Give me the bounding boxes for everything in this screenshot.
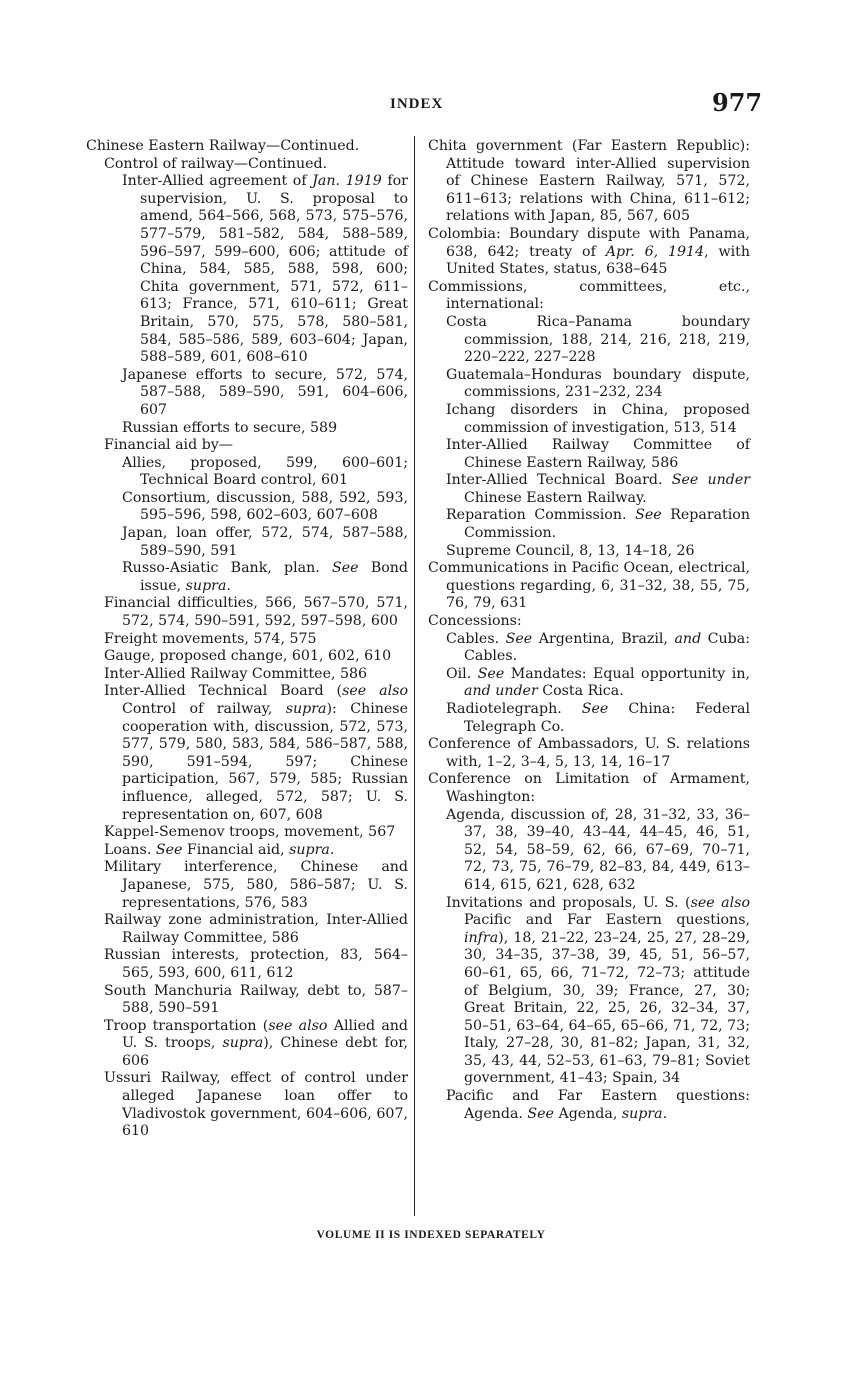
index-entry [86,648,408,666]
entry-text: Oil. [446,665,478,682]
entry-text: Bond issue, [140,560,409,594]
index-entry [428,314,750,367]
entry-text: Japan, loan offer, 572, 574, 587–588, 589–590, 591 [122,525,408,559]
index-entry [86,490,408,525]
index-entry [86,947,408,982]
entry-text: Chita government (Far Eastern Republic): Attitude toward inter-Allied supervision of Chinese Eastern Railway, 571, 572, 611–613; relations with China, 611–612; relations with Japan, 85, 567, 605 [428,138,750,225]
index-entry [428,226,750,279]
entry-italic-text: See under [671,472,750,489]
entry-text: Inter-Allied Railway Committee, 586 [104,665,368,682]
entry-text: Loans. [104,841,156,858]
index-entry [86,912,408,947]
index-entry [86,367,408,420]
entry-text: Gauge, proposed change, 601, 602, 610 [104,648,392,665]
right-column [428,138,750,1123]
index-entry [428,367,750,402]
entry-text: Colombia: Boundary dispute with Panama, 638, 642; treaty of [428,225,750,260]
index-entry [428,736,750,771]
index-entry [428,402,750,437]
entry-italic-text: See [155,841,183,858]
index-entry [428,1088,750,1123]
entry-italic-text: Apr. 6, 1914 [605,243,705,260]
entry-text: Supreme Council, 8, 13, 14–18, 26 [446,542,695,559]
left-column [86,138,408,1141]
entry-text: Consortium, discussion, 588, 592, 593, 595–596, 598, 602–603, 607–608 [122,489,408,524]
index-entry [86,595,408,630]
entry-text: Conference of Ambassadors, U. S. relations with, 1–2, 3–4, 5, 13, 14, 16–17 [428,736,750,770]
entry-text: Control of railway—Continued. [104,155,328,172]
entry-text: Reparation Commission. [446,507,636,524]
index-entry [428,895,750,1089]
entry-italic-text: see also [342,683,409,700]
entry-italic-text: and under [464,683,538,700]
entry-text: Costa Rica. [537,683,624,700]
entry-italic-text: supra. [185,577,231,594]
entry-text: for supervision, U. S. proposal to amend, 564–566, 568, 573, 575–576, 577–579, 581–582, 584, 588–589, 596–597, 599–600, 606; attitude of China, 584, 585, 588, 598, 600; Chita government, 571, 572, 611–613; France, 571, 610–611; Great Britain, 570, 575, 578, 580–581, 584, 585–586, 589, 603–604; Japan, 588–589, 601, 608–610 [140,173,408,366]
entry-text: Allied and U. S. troops, [122,1017,408,1052]
entry-text: ): Chinese cooperation with, discussion, 572, 573, 577, 579, 580, 583, 584, 586–587, 588, 590, 591–594, 597; Chinese participation, 567, 579, 585; Russian influence, alleged, 572, 587; U. S. representation on, 607, 608 [122,701,408,823]
entry-italic-text: supra. [289,841,335,858]
entry-text: Invitations and proposals, U. S. ( [446,894,691,911]
entry-text: Freight movements, 574, 575 [104,630,317,647]
index-entry [428,666,750,701]
entry-text: Japanese efforts to secure, 572, 574, 587–588, 589–590, 591, 604–606, 607 [122,366,408,418]
entry-text: Pacific and Far Eastern questions: Agenda. [446,1088,750,1122]
index-entry [428,279,750,314]
entry-text: Commissions, committees, etc., international: [428,278,750,313]
entry-text: Inter-Allied Railway Committee of Chinese Eastern Railway, 586 [446,437,750,471]
entry-text: Russian efforts to secure, 589 [122,419,338,436]
entry-text: Allies, proposed, 599, 600–601; Technical Board control, 601 [122,454,408,489]
entry-text: Russian interests, protection, 83, 564–565, 593, 600, 611, 612 [104,947,408,981]
entry-text: Chinese Eastern Railway. [464,489,647,506]
entry-italic-text: See [332,560,359,577]
index-entry [428,472,750,507]
entry-text: China: Federal Telegraph Co. [464,701,750,735]
page-number: 977 [712,88,763,117]
index-entry [428,613,750,631]
entry-italic-text: See [527,1105,554,1122]
entry-italic-text: and [674,630,702,647]
index-entry [86,138,408,156]
footer-note: VOLUME II IS INDEXED SEPARATELY [316,1229,546,1241]
entry-italic-text: supra [222,1035,264,1052]
index-entry [428,771,750,806]
entry-italic-text: infra [464,929,499,946]
index-entry [428,631,750,666]
entry-italic-text: See [581,701,609,717]
index-entry [86,666,408,684]
index-entry [428,437,750,472]
entry-italic-text: see also [690,894,750,911]
entry-text: Ichang disorders in China, proposed commission of investigation, 513, 514 [446,401,750,436]
entry-text: Financial difficulties, 566, 567–570, 571, 572, 574, 590–591, 592, 597–598, 600 [104,595,408,630]
entry-italic-text: See [505,630,533,647]
entry-text: Inter-Allied Technical Board ( [104,683,343,700]
index-entry [428,701,750,736]
entry-text: Agenda, discussion of, 28, 31–32, 33, 36–37, 38, 39–40, 43–44, 44–45, 46, 51, 52, 54, 58–59, 62, 66, 67–69, 70–71, 72, 73, 75, 76–79, 82–83, 84, 449, 613–614, 615, 621, 628, 632 [446,806,750,893]
index-entry [86,683,408,824]
entry-text: Financial aid by— [104,437,233,454]
index-entry [86,1070,408,1140]
entry-text: Ussuri Railway, effect of control under alleged Japanese loan offer to Vladivostok government, 604–606, 607, 610 [104,1070,408,1140]
entry-text: Military interference, Chinese and Japanese, 575, 580, 586–587; U. S. representations, 576, 583 [104,859,408,911]
running-header: INDEX [390,96,444,112]
entry-italic-text: supra. [621,1105,668,1122]
entry-text: Chinese Eastern Railway—Continued. [86,138,360,154]
entry-text: Troop transportation ( [104,1017,269,1034]
entry-text: Pacific and Far Eastern questions, [464,912,750,929]
entry-text: ), 18, 21–22, 23–24, 25, 27, 28–29, 30, 34–35, 37–38, 39, 45, 51, 56–57, 60–61, 65, 66, 71–72, 72–73; attitude of Belgium, 30, 39; France, 27, 30; Great Britain, 22, 25, 26, 32–34, 37, 50–51, 63–64, 64–65, 65–66, 71, 72, 73; Italy, 27–28, 30, 81–82; Japan, 31, 32, 35, 43, 44, 52–53, 61–63, 79–81; Soviet government, 41–43; Spain, 34 [464,929,750,1087]
index-entry [86,455,408,490]
entry-text: Financial aid, [182,841,290,858]
index-entry [86,859,408,912]
entry-text: Argentina, Brazil, [532,630,675,647]
index-entry [86,983,408,1018]
entry-text: South Manchuria Railway, debt to, 587–588, 590–591 [104,982,408,1017]
entry-text: Control of railway, [122,701,286,717]
entry-italic-text: See [635,507,662,524]
entry-text: Agenda, [553,1105,622,1122]
index-entry [86,1018,408,1071]
entry-italic-text: Jan. 1919 [312,173,382,190]
index-entry [86,420,408,438]
entry-text: ), Chinese debt for, 606 [122,1035,408,1069]
entry-italic-text: See [477,665,505,682]
entry-italic-text: see also [268,1017,328,1034]
entry-text: Costa Rica–Panama boundary commission, 188, 214, 216, 218, 219, 220–222, 227–228 [446,313,750,366]
entry-text: Inter-Allied Technical Board. [446,472,672,489]
entry-text: Radiotelegraph. [446,701,582,717]
entry-text: Inter-Allied agreement of [122,173,313,190]
entry-text: Communications in Pacific Ocean, electrical, questions regarding, 6, 31–32, 38, 55, 75, 76, 79, 631 [428,560,750,612]
index-entry [86,560,408,595]
entry-italic-text: supra [285,701,327,717]
index-entry [86,437,408,455]
index-entry [86,631,408,649]
index-entry [86,525,408,560]
index-entry [86,156,408,174]
entry-text: Russo-Asiatic Bank, plan. [122,560,333,577]
index-entry [428,543,750,561]
column-divider [414,136,415,1216]
index-entry [86,824,408,842]
entry-text: Cuba: Cables. [464,630,750,665]
entry-text: Guatemala–Honduras boundary dispute, commissions, 231–232, 234 [446,366,750,401]
index-entry [86,173,408,367]
entry-text: Railway zone administration, Inter-Allied Railway Committee, 586 [104,912,408,946]
index-entry [428,807,750,895]
entry-text: Kappel-Semenov troops, movement, 567 [104,824,396,841]
entry-text: Reparation Commission. [464,507,750,542]
entry-text: Concessions: [428,613,522,630]
index-entry [428,560,750,613]
entry-text: Cables. [446,630,506,647]
index-entry [428,138,750,226]
index-entry [86,842,408,860]
entry-text: Conference on Limitation of Armament, Washington: [428,771,750,805]
entry-text: , with United States, status, 638–645 [446,243,750,278]
entry-text: Mandates: Equal opportunity in, [504,665,750,682]
index-entry [428,507,750,542]
